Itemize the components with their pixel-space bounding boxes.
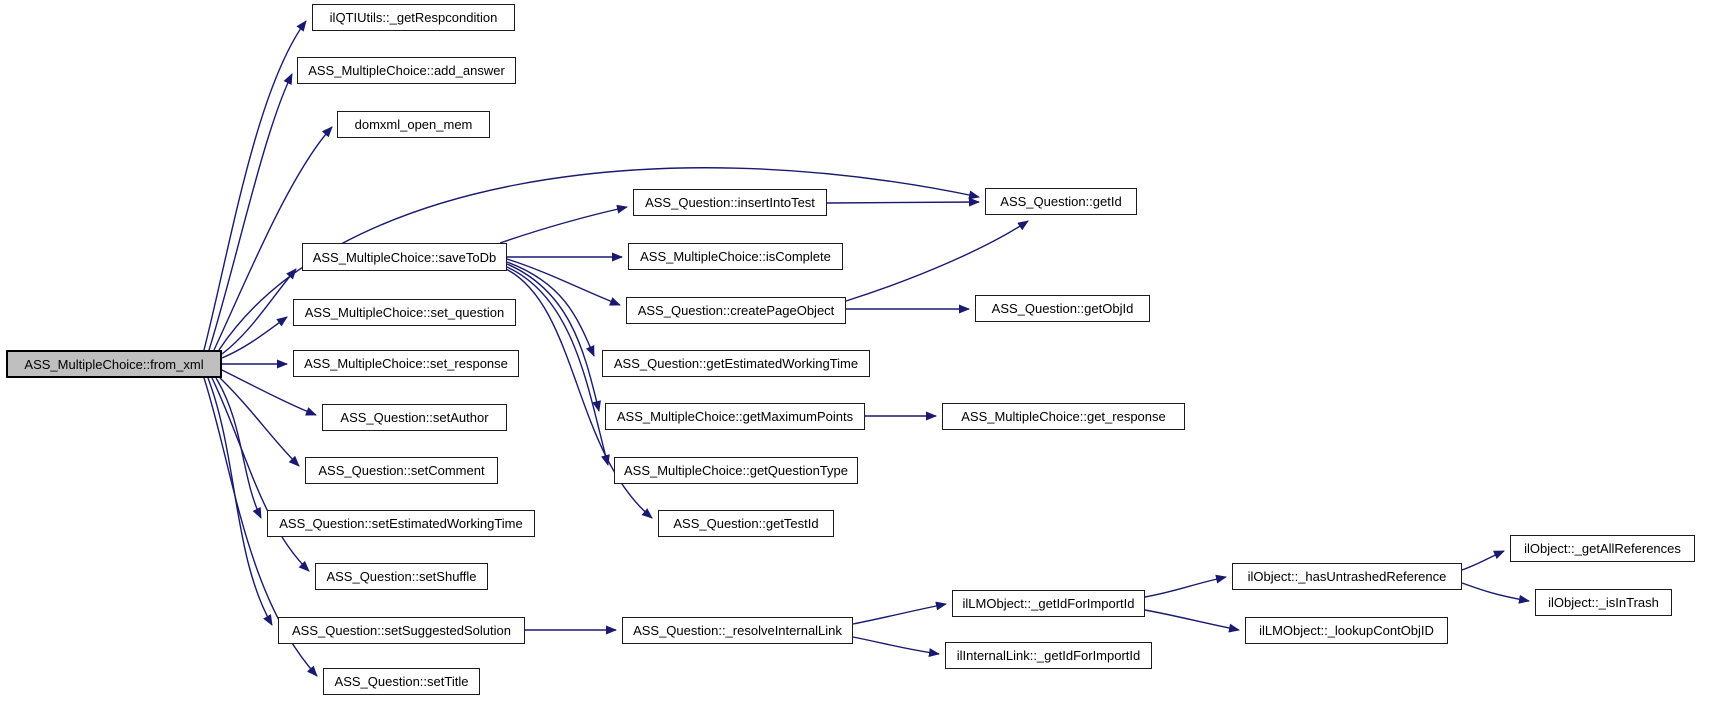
- edge-insertIntoTest-to-getId: [827, 202, 979, 203]
- graph-node-label: ASS_Question::getEstimatedWorkingTime: [613, 356, 859, 371]
- edge-hasUntrashedReference-to-isInTrash: [1462, 583, 1529, 601]
- graph-node-label: ilObject::_getAllReferences: [1524, 541, 1681, 556]
- graph-node-lookupContObjID[interactable]: [1245, 617, 1448, 644]
- graph-node-get_response[interactable]: [942, 403, 1185, 430]
- graph-node-label: ASS_MultipleChoice::isComplete: [640, 249, 831, 264]
- graph-node-label: ilLMObject::_lookupContObjID: [1259, 623, 1434, 638]
- graph-node-setAuthor[interactable]: [322, 404, 507, 431]
- graph-node-setShuffle[interactable]: [315, 563, 488, 590]
- graph-node-label: ASS_Question::setTitle: [334, 674, 469, 689]
- graph-node-label: ilQTIUtils::_getRespcondition: [329, 10, 498, 25]
- graph-node-set_response[interactable]: [293, 350, 519, 377]
- graph-node-isComplete[interactable]: [628, 243, 843, 270]
- graph-node-add_answer[interactable]: [297, 57, 516, 84]
- graph-node-label: ASS_Question::getTestId: [673, 516, 819, 531]
- graph-node-label: ASS_MultipleChoice::getMaximumPoints: [616, 409, 854, 424]
- graph-node-hasUntrashedReference[interactable]: [1232, 563, 1462, 590]
- graph-node-label: ASS_MultipleChoice::from_xml: [24, 356, 204, 372]
- graph-node-label: ASS_Question::setShuffle: [326, 569, 477, 584]
- graph-node-label: ilObject::_hasUntrashedReference: [1247, 569, 1447, 584]
- graph-node-label: ASS_Question::setEstimatedWorkingTime: [279, 516, 523, 531]
- graph-node-getQuestionType[interactable]: [614, 457, 858, 484]
- graph-node-getId[interactable]: [985, 188, 1137, 215]
- graph-node-label: ASS_MultipleChoice::set_response: [304, 356, 508, 371]
- graph-node-getEstimatedWorkingTime[interactable]: [602, 350, 870, 377]
- edge-from_xml-to-set_question: [222, 317, 287, 358]
- graph-node-saveToDb[interactable]: [302, 243, 507, 271]
- graph-node-label: ASS_MultipleChoice::set_question: [304, 305, 505, 320]
- graph-node-label: ilObject::_isInTrash: [1548, 595, 1659, 610]
- graph-node-label: domxml_open_mem: [354, 117, 473, 132]
- edge-saveToDb-to-insertIntoTest: [500, 207, 627, 243]
- graph-node-getRespcondition[interactable]: [312, 4, 515, 31]
- edge-saveToDb-to-getQuestionType: [507, 267, 608, 465]
- graph-node-label: ASS_MultipleChoice::get_response: [961, 409, 1166, 424]
- graph-node-from_xml: [6, 350, 222, 378]
- graph-node-getAllReferences[interactable]: [1510, 535, 1695, 562]
- graph-node-isInTrash[interactable]: [1535, 589, 1672, 616]
- edge-lm_getIdForImportId-to-lookupContObjID: [1145, 610, 1239, 630]
- edge-from_xml-to-setComment: [220, 378, 299, 466]
- graph-node-setSuggestedSolution[interactable]: [278, 617, 525, 644]
- graph-node-set_question[interactable]: [293, 299, 516, 326]
- graph-node-setEstimatedWorkingTime[interactable]: [267, 510, 535, 537]
- graph-node-label: ASS_MultipleChoice::saveToDb: [312, 249, 497, 265]
- graph-node-label: ASS_Question::createPageObject: [637, 303, 835, 318]
- graph-node-label: ASS_Question::insertIntoTest: [645, 195, 815, 210]
- edge-from_xml-to-add_answer: [209, 74, 292, 350]
- edge-hasUntrashedReference-to-getAllReferences: [1462, 551, 1504, 570]
- graph-node-insertIntoTest[interactable]: [633, 189, 827, 216]
- graph-node-label: ilLMObject::_getIdForImportId: [962, 596, 1135, 611]
- edge-lm_getIdForImportId-to-hasUntrashedReference: [1145, 577, 1226, 597]
- graph-node-domxml_open_mem[interactable]: [337, 111, 490, 138]
- edge-resolveInternalLink-to-il_getIdForImportId: [853, 637, 939, 654]
- graph-node-label: ASS_Question::_resolveInternalLink: [633, 623, 842, 638]
- graph-node-il_getIdForImportId[interactable]: [945, 642, 1152, 669]
- graph-node-createPageObject[interactable]: [626, 297, 846, 324]
- graph-node-getObjId[interactable]: [975, 295, 1150, 322]
- edge-from_xml-to-setSuggestedSolution: [208, 378, 272, 625]
- graph-node-label: ASS_Question::setSuggestedSolution: [292, 623, 511, 638]
- graph-node-label: ASS_Question::getId: [1000, 194, 1122, 209]
- graph-node-label: ASS_Question::setComment: [318, 463, 485, 478]
- graph-node-label: ilInternalLink::_getIdForImportId: [956, 648, 1141, 663]
- graph-node-setComment[interactable]: [305, 457, 498, 484]
- graph-node-label: ASS_MultipleChoice::add_answer: [308, 63, 505, 78]
- edge-resolveInternalLink-to-lm_getIdForImportId: [853, 604, 946, 624]
- graph-node-label: ASS_MultipleChoice::getQuestionType: [623, 463, 848, 478]
- graph-node-lm_getIdForImportId[interactable]: [952, 590, 1145, 617]
- graph-node-getMaximumPoints[interactable]: [605, 403, 865, 430]
- graph-node-getTestId[interactable]: [658, 510, 834, 537]
- edge-from_xml-to-saveToDb: [222, 269, 296, 354]
- graph-node-label: ASS_Question::getObjId: [991, 301, 1134, 316]
- graph-node-resolveInternalLink[interactable]: [622, 617, 853, 644]
- graph-node-label: ASS_Question::setAuthor: [340, 410, 489, 425]
- edge-createPageObject-to-getId: [846, 221, 1028, 301]
- edge-from_xml-to-setShuffle: [212, 378, 309, 571]
- graph-node-setTitle[interactable]: [323, 668, 480, 695]
